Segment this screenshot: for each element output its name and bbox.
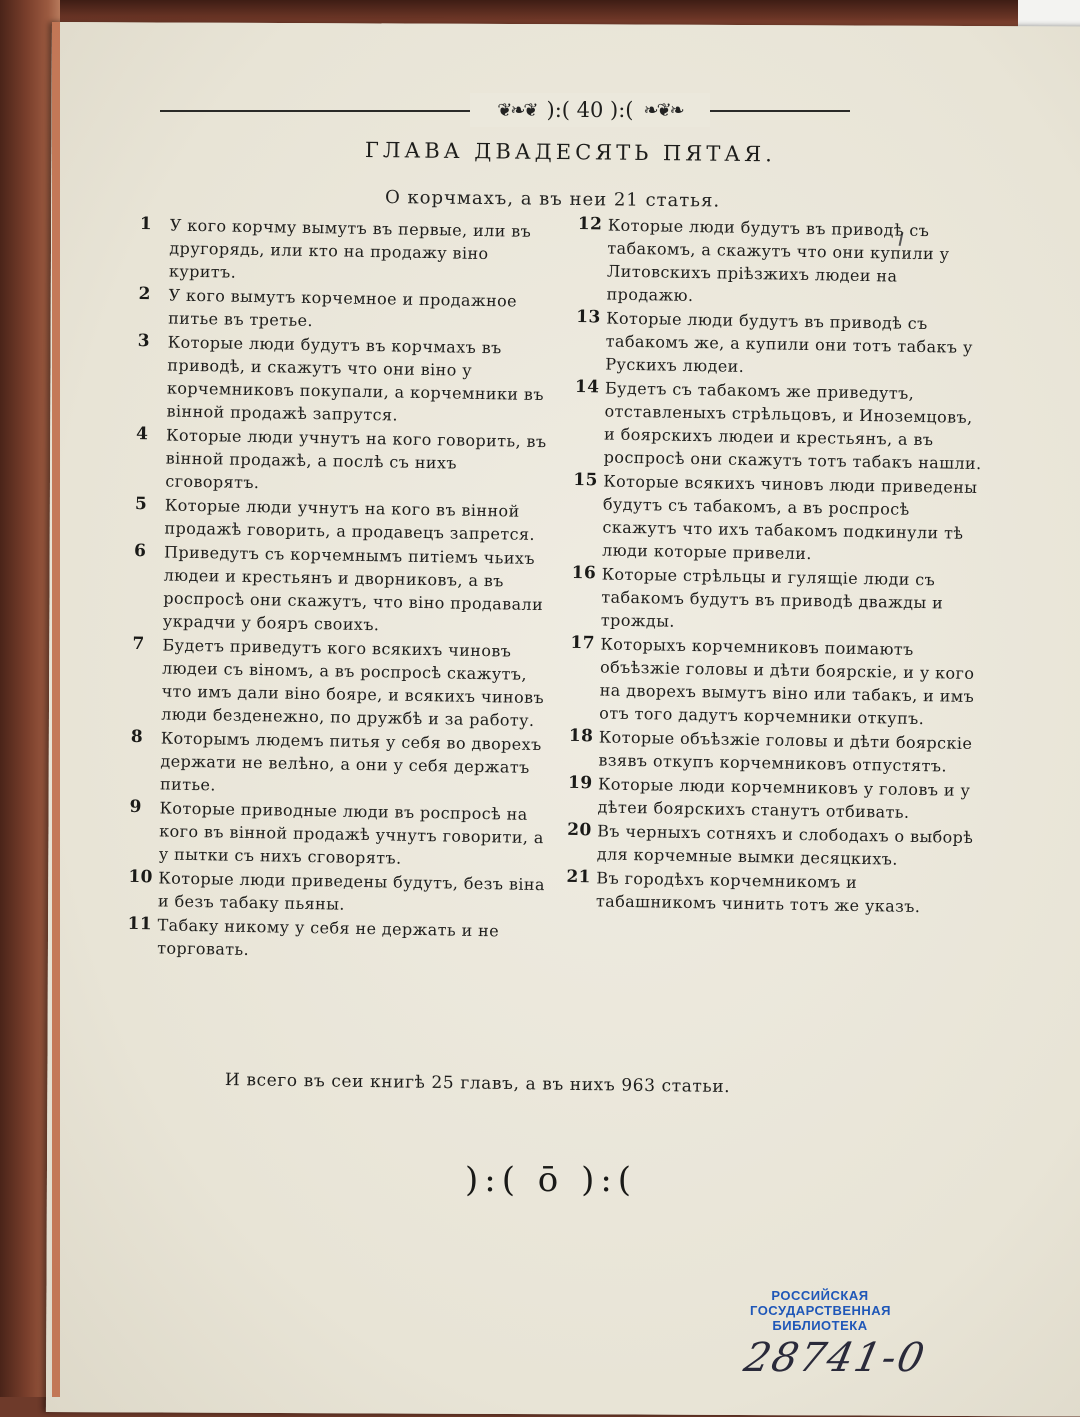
article-item — [131, 633, 553, 732]
article-text: Которые люди будутъ въ приводѣ съ табакомъ, а скажутъ что они купили у Литовскихъ пріѣзжихъ людеи на продажю. — [606, 215, 950, 306]
article-text: Табаку никому у себя не держать и не торговать. — [157, 915, 500, 960]
right-column — [566, 213, 988, 920]
article-text: У кого вымутъ корчемное и продажное питье въ третье. — [168, 285, 518, 331]
article-number: 3 — [137, 330, 151, 352]
article-number: 9 — [129, 796, 143, 818]
article-text: Которымъ людемъ питья у себя во дворехъ держати не велѣно, а они у себя держатъ питье. — [159, 728, 542, 795]
article-item — [130, 726, 551, 802]
article-item — [569, 632, 981, 731]
article-text: У кого корчму вымутъ въ первые, или въ другорядь, или кто на продажу віно куритъ. — [168, 215, 532, 282]
ornament-right-icon: ❧❦❧ — [643, 99, 683, 121]
article-number: 12 — [577, 213, 603, 235]
article-number: 1 — [139, 213, 153, 235]
article-number: 7 — [132, 633, 145, 655]
article-item — [133, 540, 555, 639]
article-number: 8 — [130, 726, 144, 748]
article-item — [572, 469, 984, 568]
article-number: 4 — [135, 423, 149, 445]
article-item — [574, 376, 986, 475]
article-text: Будетъ съ табакомъ же приведутъ, отставленыхъ стрѣльцовъ, и Иноземцовъ, и боярскихъ людеи и крестьянъ, а въ роспросѣ они скажутъ тотъ табакъ нашли. — [603, 378, 982, 474]
article-item — [139, 213, 560, 289]
article-number: 20 — [567, 819, 592, 841]
article-item — [138, 283, 559, 336]
article-text: Приведутъ съ корчемнымъ питіемъ чьихъ людеи и крестьянъ и дворниковъ, а въ роспросѣ они скажутъ, что віно продавали украдчи у бояръ своихъ. — [162, 542, 544, 635]
stamp-line: ГОСУДАРСТВЕННАЯ — [750, 1303, 892, 1318]
article-number: 16 — [571, 562, 597, 584]
handwritten-shelfmark: 28741-0 — [740, 1335, 931, 1381]
page-red-edge — [52, 22, 60, 1397]
article-text: Которые люди учнутъ на кого говорить, въ вінной продажѣ, а послѣ съ нихъ сговорятъ. — [165, 425, 547, 493]
article-item — [135, 423, 556, 499]
article-number: 21 — [566, 866, 592, 888]
article-text: Которые люди корчемниковъ у головъ и у дѣтеи боярскихъ станутъ отбивать. — [597, 774, 971, 822]
total-line: И всего въ сеи книгѣ 25 главъ, а въ нихъ 963 статьи. — [224, 1070, 731, 1098]
article-text: Въ городѣхъ корчемникомъ и табашникомъ чинить тотъ же указъ. — [595, 868, 921, 917]
chapter-title: ГЛАВА ДВАДЕСЯТЬ ПЯТАЯ. — [364, 138, 776, 167]
article-item — [575, 306, 986, 382]
article-number: 19 — [567, 772, 593, 794]
ornament-left-icon: ❦❧❦ — [497, 99, 537, 121]
article-item — [129, 796, 550, 872]
article-number: 17 — [570, 632, 596, 654]
article-number: 14 — [574, 376, 600, 398]
article-item — [571, 562, 982, 638]
article-text: Которые всякихъ чиновъ люди приведены будутъ съ табакомъ, а въ роспросѣ скажутъ что ихъ табакомъ подкинули тѣ люди которые привели. — [601, 471, 978, 564]
article-text: Которые люди приведены будутъ, безъ віна и безъ табаку пьяны. — [157, 868, 546, 914]
article-item — [136, 330, 558, 429]
article-number: 18 — [568, 725, 594, 747]
article-number: 2 — [138, 283, 151, 305]
page-number: ):( 40 ):( — [546, 98, 634, 122]
article-number: 13 — [576, 306, 601, 328]
article-item — [567, 772, 978, 825]
article-number: 15 — [573, 469, 598, 491]
article-item — [127, 913, 548, 966]
article-text: Будетъ приведутъ кого всякихъ чиновъ людеи съ віномъ, а въ роспросѣ скажутъ, что имъ дали віно бояре, и всякихъ чиновъ люди безденежно, по дружбѣ и за работу. — [161, 635, 545, 730]
article-item — [566, 866, 977, 919]
article-text: Которые объѣзжіе головы и дѣти боярскіе взявъ откупъ корчемниковъ отпустятъ. — [598, 727, 973, 776]
article-item — [568, 725, 979, 778]
article-number: 10 — [128, 866, 154, 888]
page-header — [470, 93, 710, 127]
article-number: 6 — [133, 540, 147, 562]
library-stamp — [750, 1288, 890, 1333]
article-text: Которые приводные люди въ роспросѣ на кого въ вінной продажѣ учнутъ говорити, а у пытки съ нихъ сговорятъ. — [158, 798, 544, 868]
stamp-line: РОССИЙСКАЯ — [771, 1288, 869, 1303]
article-text: Которые люди будутъ въ корчмахъ въ приводѣ, и скажутъ что они віно у корчемниковъ покупали, а корчемники въ вінной продажѣ запрутся. — [166, 332, 545, 425]
article-text: Которыхъ корчемниковъ поимаютъ объѣзжіе головы и дѣти боярскіе, и у кого на дворехъ вымутъ віно или табакъ, и имъ отъ того дадутъ корчемники откупъ. — [599, 634, 975, 729]
article-number: 5 — [134, 493, 148, 515]
article-item — [567, 819, 978, 872]
article-number: 11 — [127, 913, 153, 935]
article-item — [134, 493, 555, 546]
article-text: Которые стрѣльцы и гулящіе люди съ табакомъ будутъ въ приводѣ дважды и трожды. — [600, 564, 944, 631]
footer-ornament: ):( о̄ ):( — [465, 1160, 638, 1200]
article-item — [128, 866, 549, 919]
chapter-subtitle: О корчмахъ, а въ неи 21 статья. — [384, 187, 721, 212]
article-text: Которые люди учнутъ на кого въ вінной продажѣ говорить, а продавецъ запрется. — [164, 495, 536, 544]
article-item — [576, 213, 988, 312]
stamp-line: БИБЛИОТЕКА — [772, 1318, 868, 1333]
article-text: Которые люди будутъ въ приводѣ съ табакомъ же, а купили они тотъ табакъ у Рускихъ людеи. — [605, 308, 973, 376]
article-text: Въ черныхъ сотняхъ и слободахъ о выборѣ для корчемные вымки десяцкихъ. — [596, 821, 974, 869]
left-column — [127, 213, 560, 967]
